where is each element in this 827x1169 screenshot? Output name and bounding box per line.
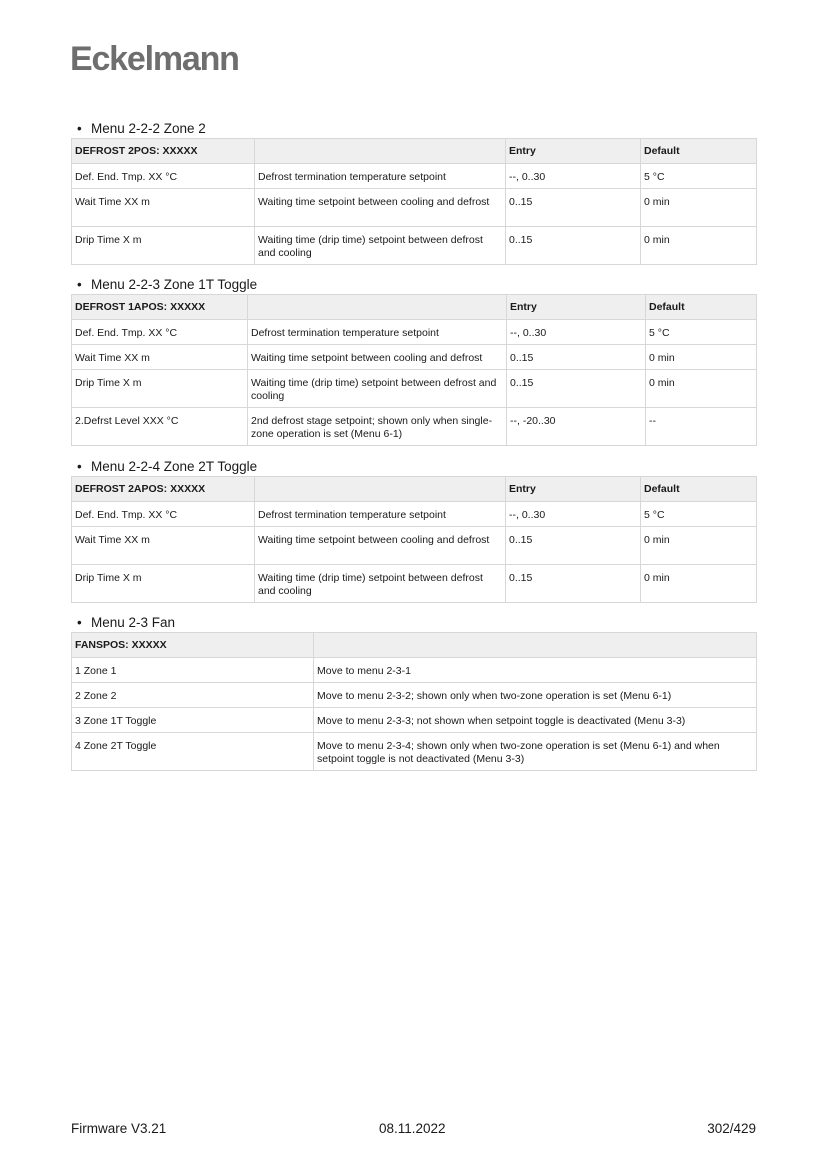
column-header: Default xyxy=(641,139,757,164)
bullet: • xyxy=(77,615,82,630)
table-row xyxy=(72,708,757,733)
table-cell: Move to menu 2-3-1 xyxy=(314,658,757,683)
section-title: Menu 2-3 Fan xyxy=(91,615,176,630)
bullet: • xyxy=(77,277,82,292)
section-menu-2-3 xyxy=(71,614,756,771)
table-row xyxy=(72,345,757,370)
table-cell: 0 min xyxy=(646,345,757,370)
table-cell: --, 0..30 xyxy=(506,502,641,527)
table-cell: Drip Time X m xyxy=(72,370,248,408)
table-row xyxy=(72,683,757,708)
column-header xyxy=(248,295,507,320)
table-cell: --, 0..30 xyxy=(506,164,641,189)
column-header: Default xyxy=(646,295,757,320)
table-cell: 0..15 xyxy=(506,227,641,265)
table-cell: 0..15 xyxy=(506,189,641,227)
table-cell: 0 min xyxy=(641,189,757,227)
table-cell: Wait Time XX m xyxy=(72,527,255,565)
parameter-table xyxy=(71,294,757,446)
parameter-table xyxy=(71,138,757,265)
footer-firmware: Firmware V3.21 xyxy=(71,1121,167,1136)
table-row xyxy=(72,227,757,265)
table-row xyxy=(72,733,757,771)
table-cell: 0 min xyxy=(641,227,757,265)
eckelmann-logo: Eckelmann xyxy=(70,40,239,78)
table-header-row xyxy=(72,477,757,502)
section-heading xyxy=(71,458,756,476)
table-cell: Waiting time (drip time) setpoint between defrost and cooling xyxy=(248,370,507,408)
table-cell: 5 °C xyxy=(646,320,757,345)
table-cell: Waiting time (drip time) setpoint between defrost and cooling xyxy=(255,565,506,603)
table-cell: Waiting time setpoint between cooling and defrost xyxy=(255,189,506,227)
column-header: DEFROST 2POS: XXXXX xyxy=(72,139,255,164)
column-header: DEFROST 1APOS: XXXXX xyxy=(72,295,248,320)
column-header xyxy=(255,477,506,502)
table-cell: Wait Time XX m xyxy=(72,345,248,370)
table-row xyxy=(72,370,757,408)
table-cell: 1 Zone 1 xyxy=(72,658,314,683)
table-cell: Defrost termination temperature setpoint xyxy=(248,320,507,345)
table-header-row xyxy=(72,139,757,164)
section-heading xyxy=(71,120,756,138)
table-row xyxy=(72,658,757,683)
table-cell: Defrost termination temperature setpoint xyxy=(255,164,506,189)
table-cell: Drip Time X m xyxy=(72,565,255,603)
bullet: • xyxy=(77,121,82,136)
table-cell: Waiting time setpoint between cooling and defrost xyxy=(255,527,506,565)
table-cell: 4 Zone 2T Toggle xyxy=(72,733,314,771)
column-header xyxy=(255,139,506,164)
table-cell: 0..15 xyxy=(506,565,641,603)
table-cell: Waiting time (drip time) setpoint between defrost and cooling xyxy=(255,227,506,265)
table-cell: Def. End. Tmp. XX °C xyxy=(72,320,248,345)
table-cell: Defrost termination temperature setpoint xyxy=(255,502,506,527)
table-cell: 0..15 xyxy=(507,345,646,370)
table-cell: 0..15 xyxy=(506,527,641,565)
table-cell: 5 °C xyxy=(641,164,757,189)
table-cell: Drip Time X m xyxy=(72,227,255,265)
table-cell: 0 min xyxy=(646,370,757,408)
table-cell: Def. End. Tmp. XX °C xyxy=(72,164,255,189)
table-row xyxy=(72,189,757,227)
column-header: Entry xyxy=(506,139,641,164)
section-heading xyxy=(71,276,756,294)
table-cell: Wait Time XX m xyxy=(72,189,255,227)
column-header: Default xyxy=(641,477,757,502)
column-header: Entry xyxy=(506,477,641,502)
table-cell: 2.Defrst Level XXX °C xyxy=(72,408,248,446)
table-cell: --, 0..30 xyxy=(507,320,646,345)
section-title: Menu 2-2-2 Zone 2 xyxy=(91,121,206,136)
table-cell: 2nd defrost stage setpoint; shown only when single-zone operation is set (Menu 6-1) xyxy=(248,408,507,446)
column-header xyxy=(314,633,757,658)
parameter-table xyxy=(71,476,757,603)
table-header-row xyxy=(72,295,757,320)
column-header: FANSPOS: XXXXX xyxy=(72,633,314,658)
table-row xyxy=(72,164,757,189)
menu-table xyxy=(71,632,757,771)
table-row xyxy=(72,502,757,527)
table-header-row xyxy=(72,633,757,658)
column-header: Entry xyxy=(507,295,646,320)
table-cell: 5 °C xyxy=(641,502,757,527)
table-cell: 3 Zone 1T Toggle xyxy=(72,708,314,733)
table-cell: 0..15 xyxy=(507,370,646,408)
section-menu-2-2-3 xyxy=(71,276,756,446)
section-menu-2-2-4 xyxy=(71,458,756,603)
table-cell: -- xyxy=(646,408,757,446)
section-title: Menu 2-2-3 Zone 1T Toggle xyxy=(91,277,258,292)
table-cell: Def. End. Tmp. XX °C xyxy=(72,502,255,527)
table-cell: 2 Zone 2 xyxy=(72,683,314,708)
column-header: DEFROST 2APOS: XXXXX xyxy=(72,477,255,502)
table-row xyxy=(72,408,757,446)
section-heading xyxy=(71,614,756,632)
table-cell: Move to menu 2-3-2; shown only when two-zone operation is set (Menu 6-1) xyxy=(314,683,757,708)
table-cell: Waiting time setpoint between cooling and defrost xyxy=(248,345,507,370)
bullet: • xyxy=(77,459,82,474)
section-menu-2-2-2 xyxy=(71,120,756,265)
table-row xyxy=(72,320,757,345)
table-cell: --, -20..30 xyxy=(507,408,646,446)
table-cell: 0 min xyxy=(641,527,757,565)
table-cell: Move to menu 2-3-3; not shown when setpoint toggle is deactivated (Menu 3-3) xyxy=(314,708,757,733)
table-cell: 0 min xyxy=(641,565,757,603)
table-cell: Move to menu 2-3-4; shown only when two-zone operation is set (Menu 6-1) and when setpoint toggle is not deactivated (Menu 3-3) xyxy=(314,733,757,771)
section-title: Menu 2-2-4 Zone 2T Toggle xyxy=(91,459,258,474)
table-row xyxy=(72,527,757,565)
footer-date: 08.11.2022 xyxy=(379,1121,446,1136)
footer-page-number: 302/429 xyxy=(707,1121,756,1136)
table-row xyxy=(72,565,757,603)
